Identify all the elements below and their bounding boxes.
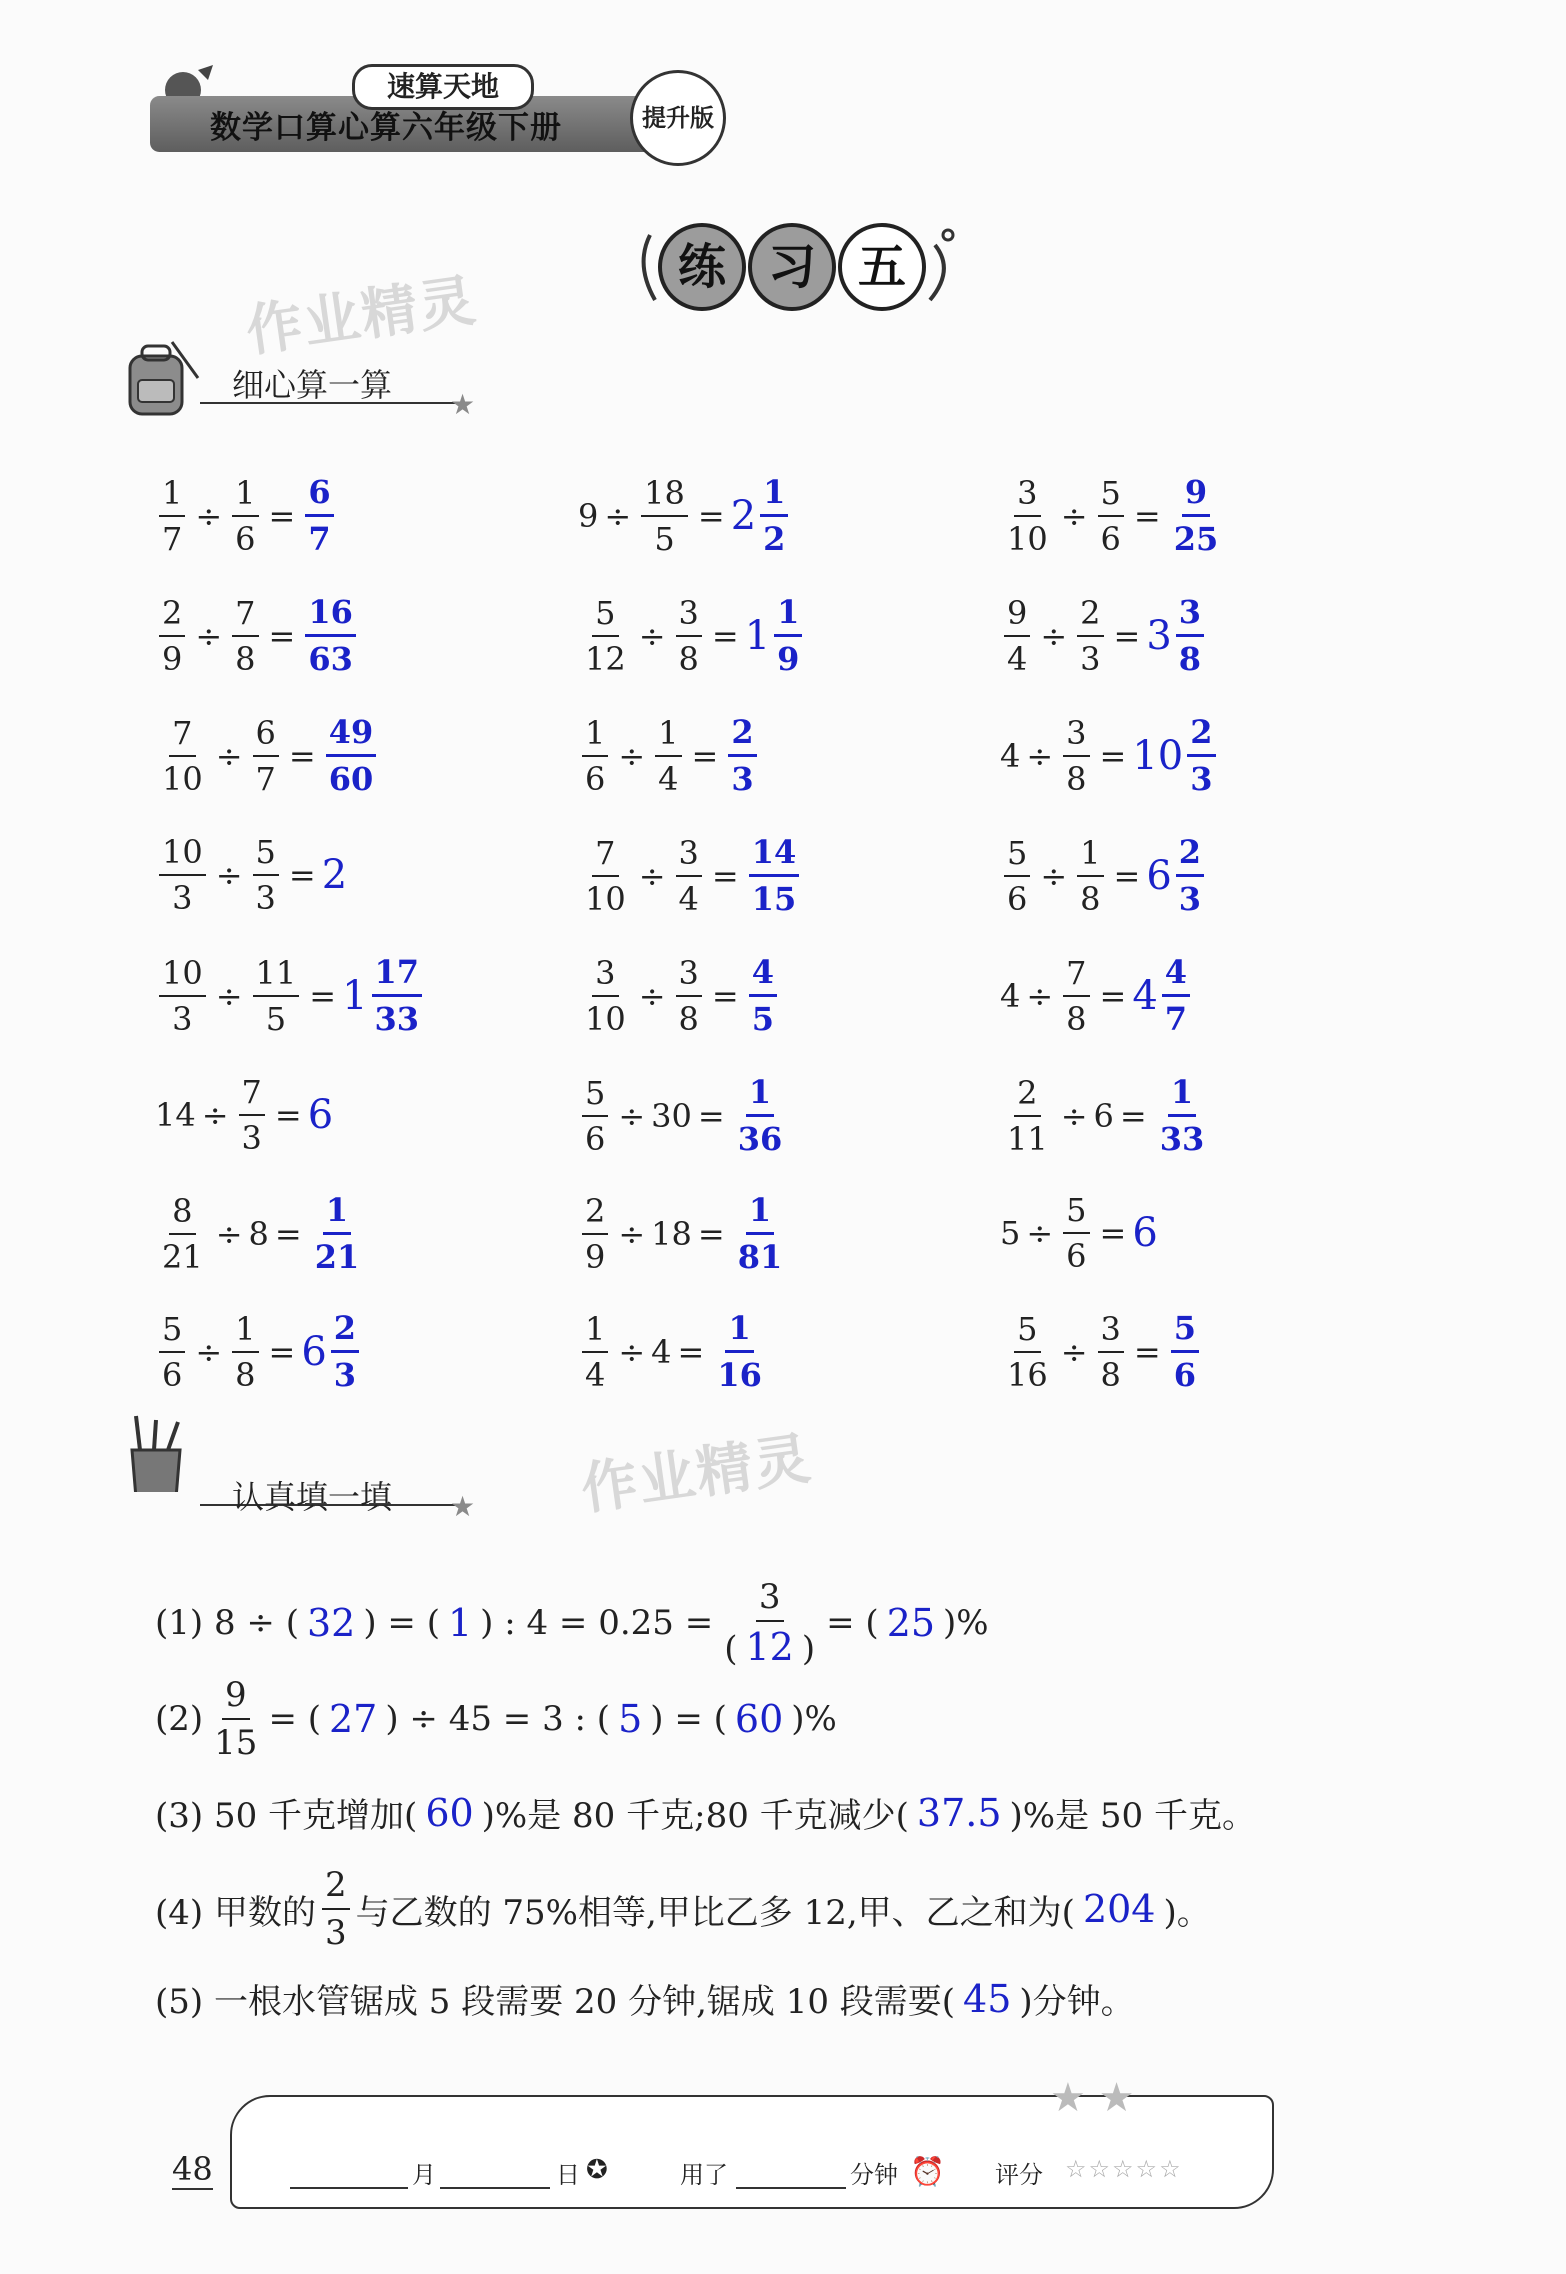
answer [1167, 1309, 1203, 1394]
problem-item: 4 ÷ $\frac{7}{8}$ = 4 $\frac{4}{7}$ [1000, 956, 1194, 1035]
fraction: $\frac{5}{6}$ [159, 1313, 185, 1391]
answer [745, 953, 781, 1038]
fraction: $\frac{2}{3}$ [322, 1868, 350, 1950]
alarm-clock-icon: ⏰ [910, 2155, 945, 2188]
header-title: 数学口算心算六年级下册 [210, 110, 562, 146]
fill-question-2: (2) $\frac{9}{15}$ = ( 27 ) ÷ 45 = 3 : ( 5 ) = ( 60 )% [155, 1675, 837, 1763]
fraction: $\frac{1}{6}$ [232, 477, 258, 555]
answer: 2 $\frac{1}{2}$ [731, 476, 793, 555]
minutes-blank[interactable] [736, 2187, 846, 2189]
fraction: $\frac{10}{3}$ [159, 957, 206, 1035]
fraction: $\frac{6}{7}$ [305, 476, 333, 555]
fraction: $\frac{2}{3}$ [728, 716, 756, 795]
day-blank[interactable] [440, 2187, 550, 2189]
fraction: $\frac{3}{8}$ [1063, 717, 1089, 795]
problem-item: $\frac{10}{3}$ ÷ $\frac{11}{5}$ = 1 $\frac{17}{33}$ [155, 956, 426, 1035]
answer: 27 [329, 1697, 378, 1741]
answer: 6 [1132, 1210, 1158, 1256]
fraction: $\frac{11}{5}$ [253, 957, 300, 1035]
fraction: $\frac{6}{7}$ [253, 717, 279, 795]
fraction: $\frac{4}{7}$ [1162, 956, 1190, 1035]
answer: 45 [963, 1976, 1012, 2021]
month-blank[interactable] [290, 2187, 408, 2189]
star-icon: ★ [450, 388, 476, 421]
answer [301, 473, 337, 558]
problem-item: $\frac{2}{11}$ ÷ 6 = $\frac{1}{33}$ [1000, 1076, 1211, 1155]
fraction: $\frac{5}{6}$ [1063, 1194, 1089, 1272]
fraction: $\frac{1}{4}$ [655, 717, 681, 795]
fraction: $\frac{2}{9}$ [159, 597, 185, 675]
section-label: 认真填一填 [232, 1478, 393, 1516]
answer [731, 1073, 790, 1158]
fraction: $\frac{14}{15}$ [749, 836, 800, 915]
fraction: $\frac{5}{6}$ [582, 1077, 608, 1155]
fraction: $\frac{3}{10}$ [585, 953, 626, 1038]
problem-item: $\frac{3}{10}$ ÷ $\frac{5}{6}$ = $\frac{9}{25}$ [1000, 476, 1225, 555]
fraction: $\frac{2}{3}$ [1077, 597, 1103, 675]
fraction: $\frac{1}{81}$ [737, 1191, 783, 1276]
fraction: $\frac{5}{3}$ [253, 836, 279, 914]
answer: 60 [425, 1790, 474, 1835]
watermark: 作业精灵 [242, 268, 482, 365]
fraction: $\frac{9}{15}$ [214, 1675, 258, 1763]
answer: 37.5 [916, 1790, 1002, 1835]
fraction: $\frac{1}{33}$ [1159, 1073, 1205, 1158]
fraction: $\frac{3}{10}$ [1007, 473, 1048, 558]
answer [322, 713, 381, 798]
problem-item: $\frac{5}{6}$ ÷ $\frac{1}{8}$ = 6 $\frac{2}{3}$ [155, 1312, 363, 1391]
fraction: $\frac{7}{10}$ [162, 713, 203, 798]
problem-item: $\frac{2}{9}$ ÷ $\frac{7}{8}$ = $\frac{16}{63}$ [155, 596, 360, 675]
answer: 1 $\frac{17}{33}$ [342, 956, 426, 1035]
fraction: $\frac{1}{7}$ [159, 477, 185, 555]
fraction: $\frac{1}{21}$ [314, 1191, 360, 1276]
answer: 1 $\frac{1}{9}$ [745, 596, 807, 675]
fraction: $\frac{3}{8}$ [1098, 1313, 1124, 1391]
page-number: 48 [172, 2150, 213, 2188]
answer: 60 [734, 1697, 784, 1741]
answer: 6 $\frac{2}{3}$ [301, 1312, 363, 1391]
problem-item: $\frac{2}{9}$ ÷ 18 = $\frac{1}{81}$ [578, 1194, 789, 1273]
medal-icon: ✪ [586, 2155, 608, 2185]
pencil-cup-icon [120, 1412, 200, 1492]
problem-item: 9 ÷ $\frac{18}{5}$ = 2 $\frac{1}{2}$ [578, 476, 792, 555]
answer: 10 $\frac{2}{3}$ [1132, 716, 1219, 795]
fraction: $\frac{2}{3}$ [1176, 836, 1204, 915]
problem-item: 4 ÷ $\frac{3}{8}$ = 10 $\frac{2}{3}$ [1000, 716, 1220, 795]
fraction: $\frac{16}{63}$ [305, 596, 356, 675]
fraction: $\frac{2}{9}$ [582, 1195, 608, 1273]
fraction: $\frac{1}{36}$ [737, 1073, 783, 1158]
score-label: 评分 [995, 2161, 1043, 2189]
fraction: $\frac{8}{21}$ [162, 1191, 203, 1276]
answer [745, 833, 804, 918]
answer: 12 [745, 1625, 794, 1669]
watermark: 作业精灵 [577, 1426, 817, 1523]
answer: 6 $\frac{2}{3}$ [1146, 836, 1208, 915]
fraction: $\frac{3}{8}$ [676, 597, 702, 675]
minutes-label: 分钟 [850, 2161, 898, 2189]
fraction: $\frac{7}{10}$ [585, 833, 626, 918]
fraction: $\frac{4}{5}$ [749, 956, 777, 1035]
answer [1153, 1073, 1212, 1158]
problem-item: $\frac{3}{10}$ ÷ $\frac{3}{8}$ = $\frac{4}{5}$ [578, 956, 781, 1035]
edition-badge: 提升版 [630, 70, 726, 166]
problem-item: $\frac{5}{16}$ ÷ $\frac{3}{8}$ = $\frac{5}{6}$ [1000, 1312, 1203, 1391]
problem-item: 14 ÷ $\frac{7}{3}$ = 6 [155, 1073, 334, 1157]
rating-stars-icon[interactable]: ☆☆☆☆☆ [1065, 2155, 1183, 2183]
problem-item: $\frac{5}{12}$ ÷ $\frac{3}{8}$ = 1 $\frac{1}{9}$ [578, 596, 806, 675]
answer [1167, 473, 1226, 558]
section-label: 细心算一算 [232, 366, 393, 404]
fraction: $\frac{5}{6}$ [1004, 837, 1030, 915]
answer [301, 593, 360, 678]
fill-question-4: (4) 甲数的 $\frac{2}{3}$ 与乙数的 75%相等,甲比乙多 12,甲、乙之和为( 204 )。 [155, 1865, 1211, 1953]
problem-item: $\frac{1}{7}$ ÷ $\frac{1}{6}$ = $\frac{6}{7}$ [155, 476, 338, 555]
practice-title [630, 215, 960, 315]
problem-item: $\frac{7}{10}$ ÷ $\frac{3}{4}$ = $\frac{14}{15}$ [578, 836, 803, 915]
problem-item: $\frac{7}{10}$ ÷ $\frac{6}{7}$ = $\frac{49}{60}$ [155, 716, 380, 795]
fraction: $\frac{1}{16}$ [717, 1309, 762, 1394]
answer: 6 [307, 1092, 334, 1138]
fraction: $\frac{1}{9}$ [774, 596, 802, 675]
fraction: $\frac{5}{6}$ [1098, 477, 1124, 555]
answer: 204 [1082, 1887, 1156, 1931]
month-label: 月 [412, 2161, 436, 2189]
fraction: $\frac{5}{6}$ [1171, 1312, 1199, 1391]
fraction: $\frac{1}{2}$ [760, 476, 788, 555]
fraction: $\frac{3}{4}$ [676, 837, 702, 915]
answer [710, 1309, 769, 1394]
fraction: $\frac{17}{33}$ [372, 956, 423, 1035]
answer: 2 [321, 852, 348, 898]
practice-char-2: 习 [748, 223, 836, 311]
fraction: $\frac{18}{5}$ [641, 477, 688, 555]
answer: 25 [886, 1601, 936, 1645]
fraction: $\frac{9}{25}$ [1173, 473, 1219, 558]
fraction: $\frac{1}{8}$ [232, 1313, 258, 1391]
problem-item: 5 ÷ $\frac{5}{6}$ = 6 [1000, 1191, 1158, 1275]
fraction: $\frac{5}{12}$ [585, 593, 626, 678]
fraction: $\frac{7}{8}$ [1063, 957, 1089, 1035]
answer [724, 713, 760, 798]
problem-item: $\frac{9}{4}$ ÷ $\frac{2}{3}$ = 3 $\frac{3}{8}$ [1000, 596, 1208, 675]
used-label: 用了 [680, 2161, 728, 2189]
answer: 1 [447, 1601, 473, 1645]
problem-item: $\frac{1}{6}$ ÷ $\frac{1}{4}$ = $\frac{2}{3}$ [578, 716, 761, 795]
answer: 3 $\frac{3}{8}$ [1146, 596, 1208, 675]
day-label: 日 [556, 2161, 580, 2189]
problem-item: $\frac{8}{21}$ ÷ 8 = $\frac{1}{21}$ [155, 1194, 366, 1273]
answer [731, 1191, 790, 1276]
fraction: $\frac{3}{8}$ [1176, 596, 1204, 675]
fraction: $\frac{49}{60}$ [326, 716, 377, 795]
fill-question-1: (1) 8 ÷ ( 32 ) = ( 1 ) : 4 = 0.25 = $\frac{3}{( 12 )}$ = ( 25 )% [155, 1577, 989, 1669]
problem-item: $\frac{10}{3}$ ÷ $\frac{5}{3}$ = 2 [155, 836, 347, 914]
section-head-fill [120, 1412, 480, 1523]
problem-item: $\frac{5}{6}$ ÷ $\frac{1}{8}$ = 6 $\frac{2}{3}$ [1000, 836, 1208, 915]
fraction: $\frac{1}{4}$ [582, 1313, 608, 1391]
fraction: $\frac{2}{3}$ [1187, 716, 1215, 795]
practice-char-3: 五 [838, 223, 926, 311]
practice-char-1: 练 [658, 223, 746, 311]
fraction: $\frac{10}{3}$ [159, 836, 206, 914]
star-icon: ★ ★ [1050, 2075, 1135, 2121]
header-tag: 速算天地 [352, 64, 534, 110]
fraction: $\frac{2}{11}$ [1007, 1073, 1048, 1158]
fraction: $\frac{1}{6}$ [582, 717, 608, 795]
fraction: $\frac{3}{( 12 )}$ [724, 1577, 816, 1669]
backpack-icon [120, 338, 200, 418]
star-icon: ★ [450, 1490, 476, 1523]
fill-question-5: (5) 一根水管锯成 5 段需要 20 分钟,锯成 10 段需要( 45 )分钟。 [155, 1976, 1135, 2022]
answer: 5 [618, 1697, 643, 1741]
fraction: $\frac{7}{8}$ [232, 597, 258, 675]
fill-question-3: (3) 50 千克增加( 60 )%是 80 千克;80 千克减少( 37.5 )%是 50 千克。 [155, 1790, 1256, 1836]
answer: 32 [306, 1601, 356, 1645]
fraction: $\frac{9}{4}$ [1004, 597, 1030, 675]
fraction: $\frac{3}{8}$ [676, 957, 702, 1035]
answer: 4 $\frac{4}{7}$ [1132, 956, 1194, 1035]
problem-item: $\frac{1}{4}$ ÷ 4 = $\frac{1}{16}$ [578, 1312, 769, 1391]
fraction: $\frac{7}{3}$ [239, 1076, 265, 1154]
fraction: $\frac{2}{3}$ [331, 1312, 359, 1391]
problem-item: $\frac{5}{6}$ ÷ 30 = $\frac{1}{36}$ [578, 1076, 789, 1155]
fraction: $\frac{1}{8}$ [1077, 837, 1103, 915]
answer [308, 1191, 367, 1276]
section-head-calc [120, 338, 480, 421]
fraction: $\frac{5}{16}$ [1007, 1309, 1048, 1394]
